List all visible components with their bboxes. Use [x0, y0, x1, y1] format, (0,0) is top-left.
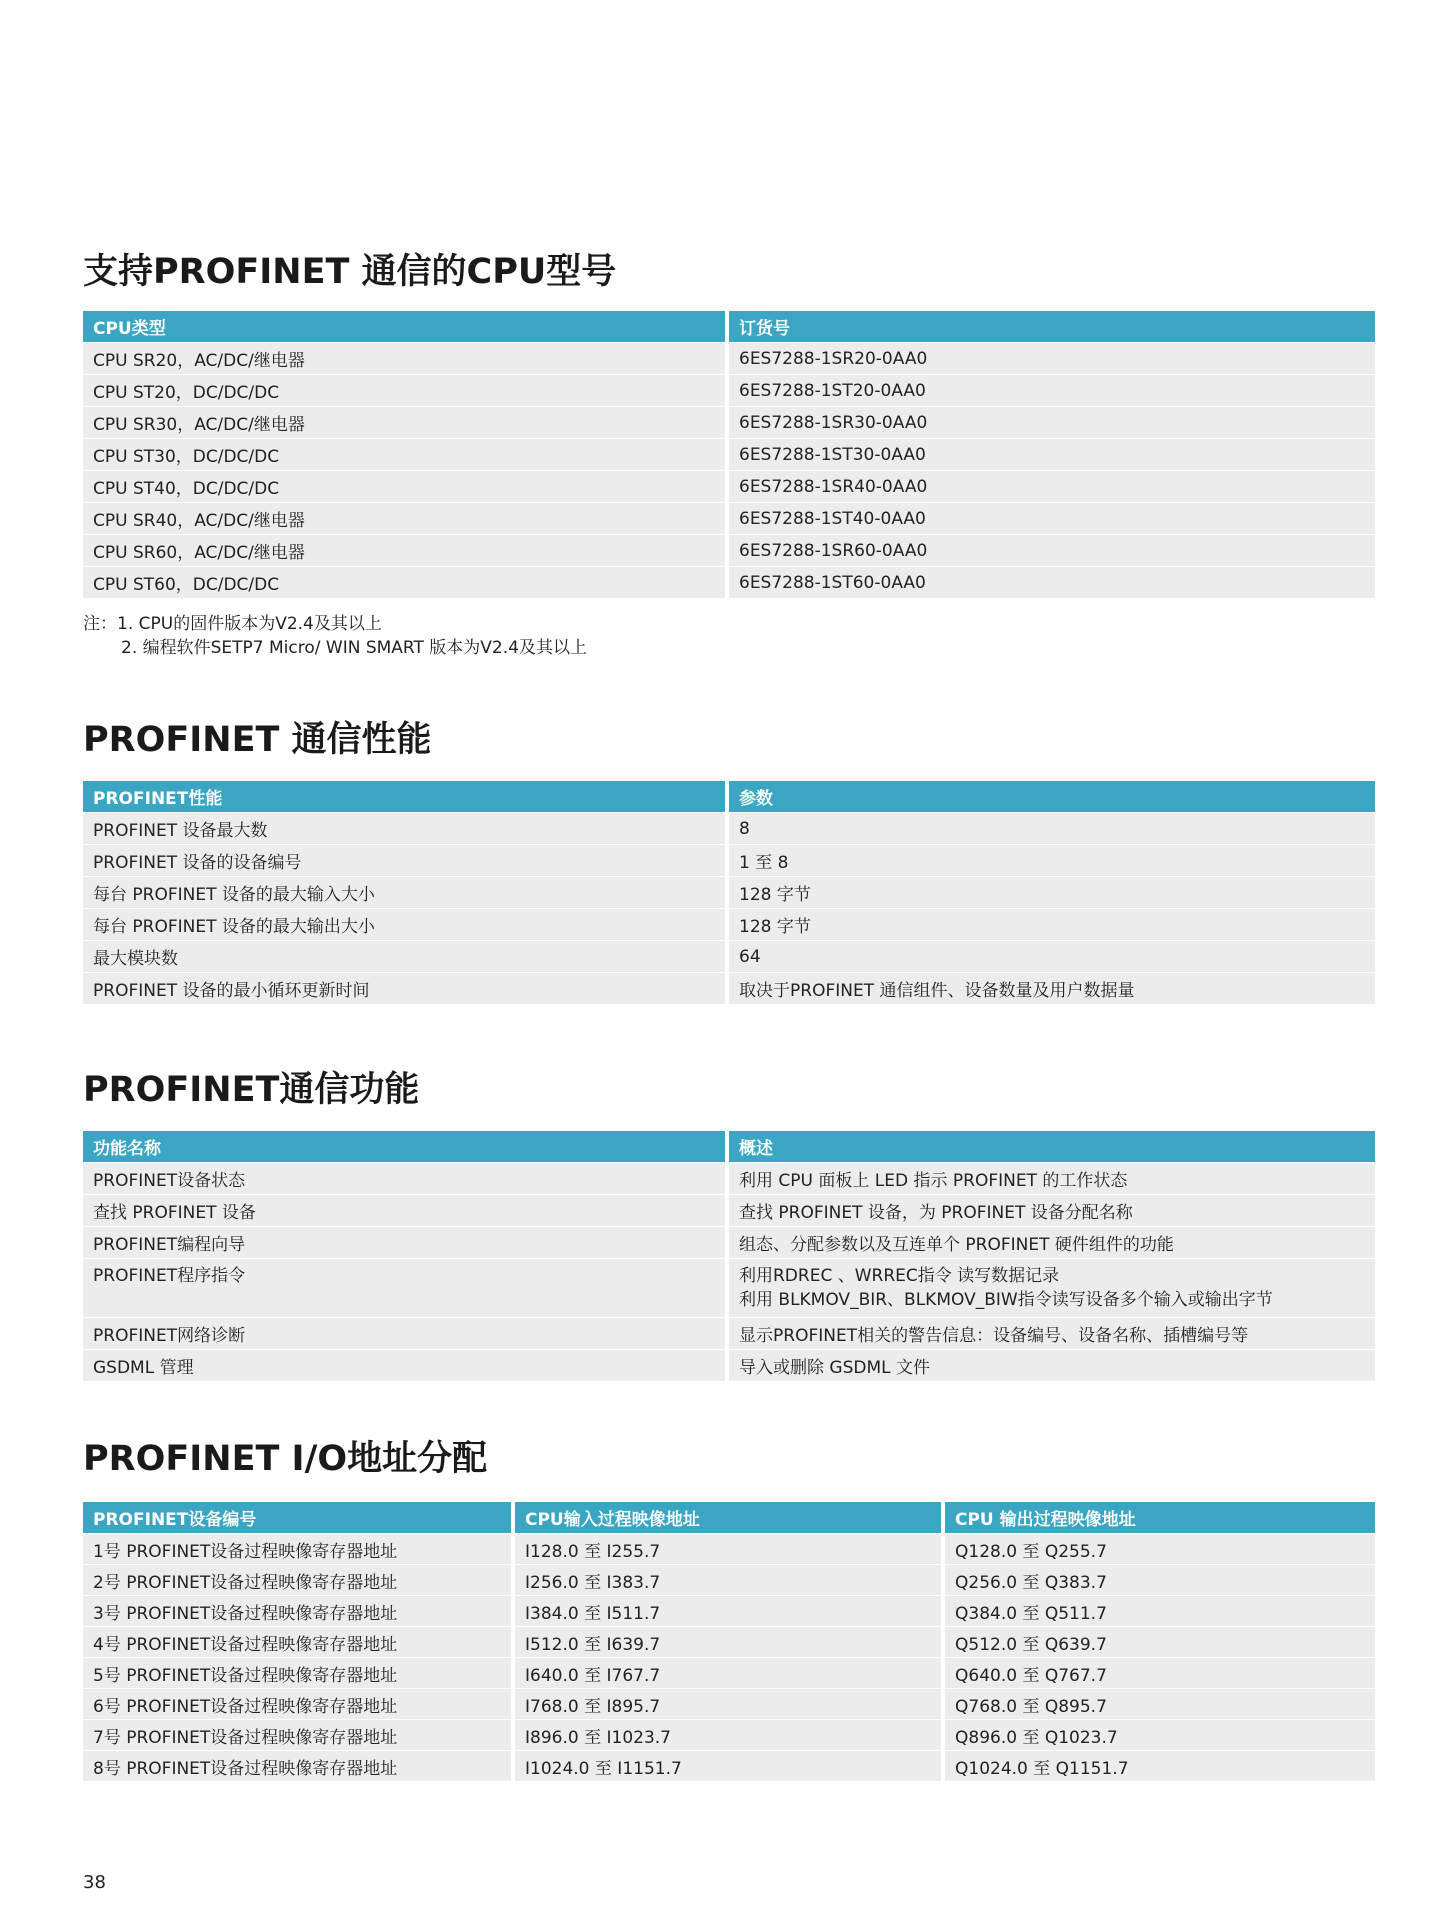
overview-cell: 查找 PROFINET 设备，为 PROFINET 设备分配名称: [729, 1194, 1375, 1226]
table-row: [83, 566, 1375, 598]
table-row: [83, 1349, 1375, 1381]
function-name-cell: PROFINET设备状态: [83, 1162, 729, 1194]
table-header-row: [83, 1131, 1375, 1162]
table-row: [83, 1626, 1375, 1657]
order-number-cell: 6ES7288-1SR40-0AA0: [729, 470, 1375, 502]
cpu-type-cell: CPU ST20，DC/DC/DC: [83, 374, 729, 406]
column-header-parameter: 参数: [729, 781, 1375, 812]
output-address-cell: Q512.0 至 Q639.7: [945, 1626, 1375, 1657]
function-name-cell: PROFINET网络诊断: [83, 1317, 729, 1349]
table-row: [83, 1564, 1375, 1595]
io-addresses-title: PROFINET I/O地址分配: [83, 1439, 488, 1479]
table-row: [83, 438, 1375, 470]
overview-cell: 显示PROFINET相关的警告信息：设备编号、设备名称、插槽编号等: [729, 1317, 1375, 1349]
footnote-1: 注：1. CPU的固件版本为V2.4及其以上: [83, 614, 382, 634]
table-row: [83, 1719, 1375, 1750]
output-address-cell: Q896.0 至 Q1023.7: [945, 1719, 1375, 1750]
parameter-cell: 128 字节: [729, 876, 1375, 908]
cpu-type-cell: CPU SR20，AC/DC/继电器: [83, 342, 729, 374]
table-row: [83, 844, 1375, 876]
functions-table: [83, 1131, 1375, 1381]
table-row: [83, 972, 1375, 1004]
input-address-cell: I896.0 至 I1023.7: [515, 1719, 945, 1750]
device-cell: 6号 PROFINET设备过程映像寄存器地址: [83, 1688, 515, 1719]
device-cell: 2号 PROFINET设备过程映像寄存器地址: [83, 1564, 515, 1595]
table-row: [83, 1688, 1375, 1719]
table-row: [83, 1258, 1375, 1317]
performance-table: [83, 781, 1375, 1004]
output-address-cell: Q768.0 至 Q895.7: [945, 1688, 1375, 1719]
table-row: [83, 1750, 1375, 1781]
overview-line: 利用RDREC 、WRREC指令 读写数据记录: [739, 1266, 1060, 1286]
io-addresses-table: [83, 1502, 1375, 1781]
output-address-cell: Q256.0 至 Q383.7: [945, 1564, 1375, 1595]
table-header-row: [83, 311, 1375, 342]
order-number-cell: 6ES7288-1SR60-0AA0: [729, 534, 1375, 566]
column-header-order-number: 订货号: [729, 311, 1375, 342]
column-header-overview: 概述: [729, 1131, 1375, 1162]
performance-cell: PROFINET 设备的设备编号: [83, 844, 729, 876]
output-address-cell: Q640.0 至 Q767.7: [945, 1657, 1375, 1688]
table-header-row: [83, 1502, 1375, 1533]
table-row: [83, 502, 1375, 534]
order-number-cell: 6ES7288-1ST60-0AA0: [729, 566, 1375, 598]
input-address-cell: I256.0 至 I383.7: [515, 1564, 945, 1595]
table-row: [83, 406, 1375, 438]
table-row: [83, 812, 1375, 844]
footnotes: [83, 612, 587, 660]
table-row: [83, 374, 1375, 406]
input-address-cell: I384.0 至 I511.7: [515, 1595, 945, 1626]
table-row: [83, 1317, 1375, 1349]
parameter-cell: 1 至 8: [729, 844, 1375, 876]
order-number-cell: 6ES7288-1ST40-0AA0: [729, 502, 1375, 534]
device-cell: 1号 PROFINET设备过程映像寄存器地址: [83, 1533, 515, 1564]
input-address-cell: I512.0 至 I639.7: [515, 1626, 945, 1657]
table-row: [83, 342, 1375, 374]
table-row: [83, 908, 1375, 940]
table-row: [83, 876, 1375, 908]
table-header-row: [83, 781, 1375, 812]
order-number-cell: 6ES7288-1ST30-0AA0: [729, 438, 1375, 470]
device-cell: 8号 PROFINET设备过程映像寄存器地址: [83, 1750, 515, 1781]
table-row: [83, 534, 1375, 566]
parameter-cell: 取决于PROFINET 通信组件、设备数量及用户数据量: [729, 972, 1375, 1004]
cpu-type-cell: CPU SR40，AC/DC/继电器: [83, 502, 729, 534]
column-header-device-number: PROFINET设备编号: [83, 1502, 515, 1533]
device-cell: 7号 PROFINET设备过程映像寄存器地址: [83, 1719, 515, 1750]
function-name-cell: GSDML 管理: [83, 1349, 729, 1381]
output-address-cell: Q1024.0 至 Q1151.7: [945, 1750, 1375, 1781]
overview-line: 利用 BLKMOV_BIR、BLKMOV_BIW指令读写设备多个输入或输出字节: [739, 1290, 1273, 1310]
performance-cell: 每台 PROFINET 设备的最大输入大小: [83, 876, 729, 908]
column-header-output-address: CPU 输出过程映像地址: [945, 1502, 1375, 1533]
table-row: [83, 1595, 1375, 1626]
parameter-cell: 8: [729, 812, 1375, 844]
table-row: [83, 1162, 1375, 1194]
order-number-cell: 6ES7288-1SR30-0AA0: [729, 406, 1375, 438]
column-header-function-name: 功能名称: [83, 1131, 729, 1162]
device-cell: 3号 PROFINET设备过程映像寄存器地址: [83, 1595, 515, 1626]
overview-cell: [729, 1258, 1375, 1317]
overview-cell: 组态、分配参数以及互连单个 PROFINET 硬件组件的功能: [729, 1226, 1375, 1258]
output-address-cell: Q128.0 至 Q255.7: [945, 1533, 1375, 1564]
device-cell: 4号 PROFINET设备过程映像寄存器地址: [83, 1626, 515, 1657]
performance-cell: 每台 PROFINET 设备的最大输出大小: [83, 908, 729, 940]
parameter-cell: 64: [729, 940, 1375, 972]
cpu-type-cell: CPU ST40，DC/DC/DC: [83, 470, 729, 502]
input-address-cell: I640.0 至 I767.7: [515, 1657, 945, 1688]
table-row: [83, 940, 1375, 972]
column-header-cpu-type: CPU类型: [83, 311, 729, 342]
table-row: [83, 1533, 1375, 1564]
functions-title: PROFINET通信功能: [83, 1070, 420, 1110]
order-number-cell: 6ES7288-1ST20-0AA0: [729, 374, 1375, 406]
cpu-type-cell: CPU SR60，AC/DC/继电器: [83, 534, 729, 566]
page-number: 38: [83, 1872, 106, 1893]
overview-cell: 导入或删除 GSDML 文件: [729, 1349, 1375, 1381]
input-address-cell: I1024.0 至 I1151.7: [515, 1750, 945, 1781]
overview-cell: 利用 CPU 面板上 LED 指示 PROFINET 的工作状态: [729, 1162, 1375, 1194]
input-address-cell: I128.0 至 I255.7: [515, 1533, 945, 1564]
function-name-cell: PROFINET编程向导: [83, 1226, 729, 1258]
performance-title: PROFINET 通信性能: [83, 720, 432, 760]
table-row: [83, 1226, 1375, 1258]
performance-cell: PROFINET 设备的最小循环更新时间: [83, 972, 729, 1004]
order-number-cell: 6ES7288-1SR20-0AA0: [729, 342, 1375, 374]
performance-cell: PROFINET 设备最大数: [83, 812, 729, 844]
cpu-type-cell: CPU ST60，DC/DC/DC: [83, 566, 729, 598]
column-header-performance: PROFINET性能: [83, 781, 729, 812]
column-header-input-address: CPU输入过程映像地址: [515, 1502, 945, 1533]
cpu-models-table: [83, 311, 1375, 598]
cpu-type-cell: CPU ST30，DC/DC/DC: [83, 438, 729, 470]
function-name-cell: 查找 PROFINET 设备: [83, 1194, 729, 1226]
cpu-type-cell: CPU SR30，AC/DC/继电器: [83, 406, 729, 438]
table-row: [83, 1194, 1375, 1226]
cpu-models-title: 支持PROFINET 通信的CPU型号: [83, 252, 617, 292]
function-name-cell: PROFINET程序指令: [83, 1258, 729, 1317]
table-row: [83, 1657, 1375, 1688]
output-address-cell: Q384.0 至 Q511.7: [945, 1595, 1375, 1626]
performance-cell: 最大模块数: [83, 940, 729, 972]
input-address-cell: I768.0 至 I895.7: [515, 1688, 945, 1719]
table-row: [83, 470, 1375, 502]
device-cell: 5号 PROFINET设备过程映像寄存器地址: [83, 1657, 515, 1688]
parameter-cell: 128 字节: [729, 908, 1375, 940]
footnote-2: 2. 编程软件SETP7 Micro/ WIN SMART 版本为V2.4及其以上: [121, 638, 587, 658]
